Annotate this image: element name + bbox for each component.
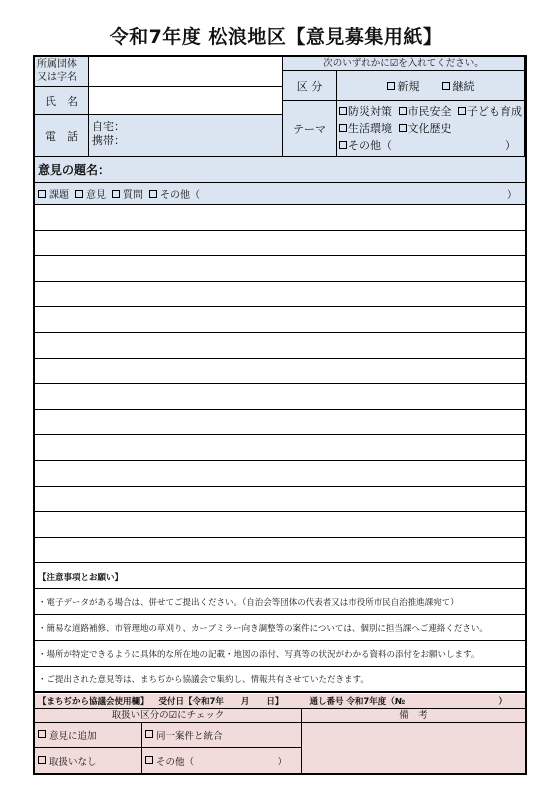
- handling-label-text: 取扱い区分の☑にチェック: [111, 710, 225, 721]
- checkbox-icon: [399, 107, 407, 115]
- theme-seikatsu[interactable]: [339, 122, 392, 135]
- checkbox-icon: [38, 190, 46, 198]
- type-kadai[interactable]: [38, 186, 69, 201]
- writing-line[interactable]: [35, 231, 525, 257]
- checkbox-icon: [399, 124, 407, 132]
- kubun-new[interactable]: [387, 78, 420, 94]
- theme-row-2: [339, 120, 522, 137]
- form-frame: [33, 55, 527, 775]
- writing-line[interactable]: [35, 256, 525, 282]
- theme-options: [337, 101, 525, 157]
- writing-line[interactable]: [35, 435, 525, 461]
- note-text: ・場所が特定できるように具体的な所在地の記載・地図の添付、写真等の状況がわかる資料の添付をお願いします。: [38, 649, 480, 660]
- writing-line[interactable]: [35, 333, 525, 359]
- checkbox-icon: [145, 756, 153, 764]
- opinion-title-label: 意見の題名：: [38, 163, 111, 177]
- checkbox-icon: [442, 82, 450, 90]
- notes-heading: 【注意事項とお願い】: [38, 572, 124, 583]
- note-text: ・ご提出された意見等は、まちぢから協議会で集約し、情報共有させていただきます。: [38, 675, 369, 685]
- checkbox-icon: [339, 141, 347, 149]
- opinion-title-row[interactable]: [35, 157, 525, 183]
- checkbox-icon: [38, 730, 46, 738]
- option-add[interactable]: [35, 723, 142, 748]
- type-kadai-label: 課題: [49, 190, 69, 201]
- council-header-row: [35, 694, 525, 709]
- theme-bousai-label: 防災対策: [348, 105, 392, 118]
- theme-bunka[interactable]: [399, 122, 452, 135]
- opinion-type-row: [35, 183, 525, 205]
- option-other-close: ）: [277, 756, 287, 768]
- option-none-label: 取扱いなし: [49, 756, 97, 768]
- type-other[interactable]: [149, 186, 200, 201]
- name-label: [35, 87, 89, 115]
- kubun-continue[interactable]: [442, 78, 475, 94]
- note-item: [35, 615, 525, 641]
- theme-label-text: テーマ: [293, 122, 326, 136]
- checkbox-icon: [112, 190, 120, 198]
- serial-close: ）: [498, 697, 507, 707]
- kubun-continue-label: 継続: [452, 79, 475, 93]
- theme-bousai[interactable]: [339, 105, 392, 118]
- form-title: 令和7年度 松浪地区【意見募集用紙】: [109, 26, 443, 48]
- kubun-options: [337, 71, 525, 101]
- theme-row-3: [339, 137, 522, 154]
- kubun-label: [283, 71, 337, 101]
- writing-line[interactable]: [35, 384, 525, 410]
- writing-line[interactable]: [35, 205, 525, 231]
- theme-other[interactable]: [339, 139, 392, 152]
- theme-row-1: [339, 103, 522, 120]
- checkbox-icon: [75, 190, 83, 198]
- option-add-label: 意見に追加: [49, 731, 97, 742]
- type-other-label: その他（: [160, 190, 200, 201]
- phone-label-text: 電 話: [45, 129, 78, 143]
- note-item: [35, 667, 525, 693]
- theme-anzen[interactable]: [399, 105, 452, 118]
- phone-label: [35, 115, 89, 157]
- option-other-label: その他（: [156, 756, 195, 768]
- checkbox-icon: [339, 124, 347, 132]
- checkbox-icon: [145, 730, 153, 738]
- writing-line[interactable]: [35, 512, 525, 538]
- type-shitsumon[interactable]: [112, 186, 143, 201]
- checkbox-icon: [458, 107, 466, 115]
- type-other-close: ）: [507, 190, 517, 201]
- theme-kodomo[interactable]: [458, 105, 522, 118]
- theme-anzen-label: 市民安全: [407, 105, 452, 118]
- checkbox-icon: [38, 756, 46, 764]
- kubun-label-text: 区 分: [296, 79, 323, 93]
- instruction-cell: [283, 57, 525, 71]
- remarks-label: [302, 709, 525, 723]
- instruction-text: 次のいずれかに☑を入れてください。: [323, 58, 484, 69]
- note-item: [35, 641, 525, 667]
- writing-line[interactable]: [35, 538, 525, 564]
- theme-kodomo-label: 子ども育成: [467, 105, 522, 118]
- name-field[interactable]: [89, 87, 283, 115]
- checkbox-icon: [149, 190, 157, 198]
- option-other[interactable]: [142, 748, 302, 773]
- writing-line[interactable]: [35, 410, 525, 436]
- org-label: [35, 57, 89, 87]
- handling-label: [35, 709, 302, 723]
- note-text: ・電子データがある場合は、併せてご提出ください。（自治会等団体の代表者又は市役所市民自治推進課宛て）: [38, 597, 459, 608]
- org-field[interactable]: [89, 57, 283, 87]
- theme-label: [283, 101, 337, 157]
- writing-line[interactable]: [35, 307, 525, 333]
- remarks-label-text: 備 考: [399, 710, 428, 721]
- notes-heading-row: [35, 565, 525, 589]
- name-label-text: 氏 名: [45, 94, 78, 108]
- phone-field[interactable]: [89, 115, 283, 157]
- kubun-new-label: 新規: [397, 79, 420, 93]
- note-item: [35, 589, 525, 615]
- received-date[interactable]: 受付日【令和7年 月 日】: [158, 697, 284, 707]
- theme-other-label: その他（: [348, 139, 392, 152]
- writing-line[interactable]: [35, 282, 525, 308]
- writing-line[interactable]: [35, 461, 525, 487]
- option-merge-label: 同一案件と統合: [156, 731, 223, 742]
- type-iken[interactable]: [75, 186, 106, 201]
- theme-bunka-label: 文化歴史: [407, 122, 452, 135]
- council-use-label: 【まちぢから協議会使用欄】: [38, 697, 149, 707]
- writing-line[interactable]: [35, 359, 525, 385]
- phone-home-label: 自宅：: [92, 120, 125, 133]
- remarks-field[interactable]: [302, 723, 525, 773]
- writing-line[interactable]: [35, 487, 525, 513]
- checkbox-icon: [339, 107, 347, 115]
- checkbox-icon: [387, 82, 395, 90]
- theme-other-close: ）: [505, 139, 516, 152]
- option-none[interactable]: [35, 748, 142, 773]
- type-shitsumon-label: 質問: [123, 190, 143, 201]
- phone-mobile-label: 携帯：: [92, 134, 125, 147]
- org-label-line2: 又は字名: [37, 72, 77, 83]
- type-iken-label: 意見: [86, 190, 106, 201]
- theme-seikatsu-label: 生活環境: [348, 122, 392, 135]
- note-text: ・簡易な道路補修、市管理地の草刈り、カーブミラー向き調整等の案件については、個別に担当課へご連絡ください。: [38, 623, 488, 634]
- option-merge[interactable]: [142, 723, 302, 748]
- serial-number[interactable]: 通し番号 令和7年度（№: [309, 697, 406, 707]
- org-label-line1: 所属団体: [37, 59, 77, 70]
